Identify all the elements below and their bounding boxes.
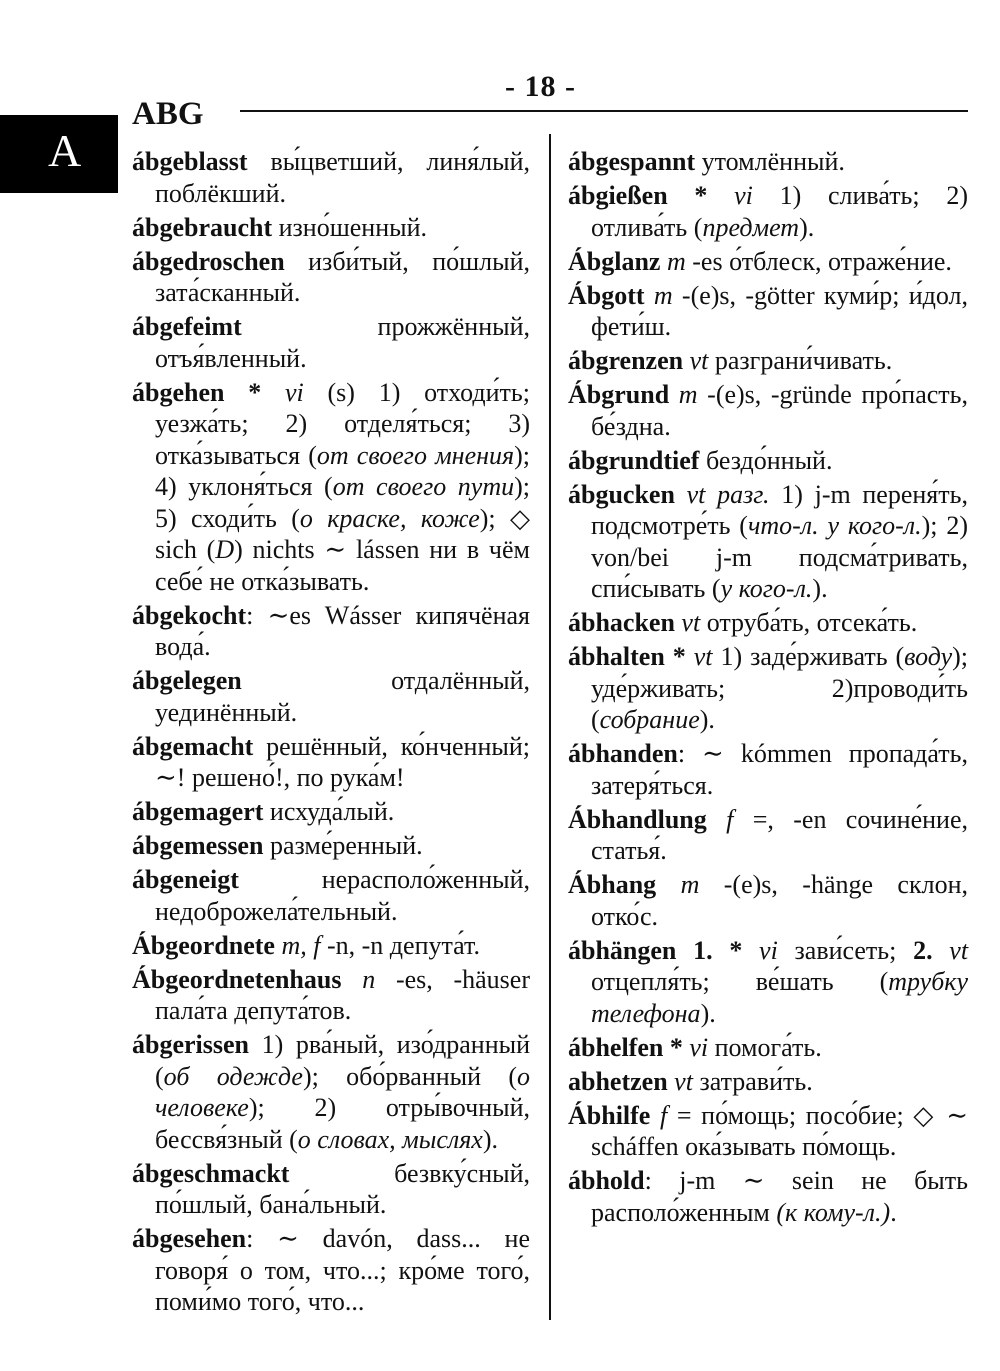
entry-headword: ábgedroschen (132, 246, 285, 276)
entry-headword: ábgerissen (132, 1030, 249, 1059)
entry-text: -(e)s, -götter куми́р; и́дол, фети́ш. (591, 280, 968, 341)
usage-note: от своего мнения (316, 440, 515, 470)
grammar-label: n (341, 964, 376, 994)
entry-headword: ábgrenzen (568, 346, 684, 375)
entry-text: 1) слива́ть; 2) отлива́ть ( (591, 181, 969, 242)
thumb-index-letter: A (48, 125, 82, 176)
grammar-label: vi (682, 1032, 709, 1062)
dictionary-entry (568, 180, 968, 243)
entry-headword: ábgekocht (132, 600, 247, 630)
entry-headword: ábgespannt (568, 147, 696, 176)
entry-text: 1) рва́ный, изо́дранный ( (155, 1030, 530, 1091)
entry-text: исхуда́лый. (263, 797, 395, 826)
entry-text: вы́цветший, линя́лый, поблёкший. (155, 147, 530, 208)
entry-text: нерасполо́женный, недоброжела́тельный. (155, 865, 530, 926)
entry-headword: ábgeneigt (132, 865, 239, 894)
entry-headword: ábgefeimt (132, 312, 242, 341)
dictionary-entry (132, 1029, 530, 1155)
entry-text: ) nichts ∼ lássen ни в чём себе́ не отка́зывать. (155, 535, 530, 596)
dictionary-entry (132, 731, 530, 794)
dictionary-entry (568, 445, 968, 477)
dictionary-entry (568, 641, 968, 736)
entry-headword: ábgemagert (132, 797, 264, 826)
entry-headword: ábgebraucht (132, 212, 273, 242)
usage-note: от своего пути (332, 472, 515, 501)
dictionary-entry (132, 212, 530, 244)
grammar-label: m, f (274, 930, 321, 960)
entry-headword: 1. * (693, 935, 743, 965)
entry-text: -es о́тблеск, отраже́ние. (685, 246, 952, 276)
entry-text (676, 936, 693, 965)
entry-text: прожжённый, отъя́вленный. (155, 312, 530, 373)
dictionary-entry (568, 607, 968, 639)
usage-note: о словах, мыслях (297, 1124, 483, 1154)
entry-headword: Ábgeordnete (132, 930, 275, 960)
dictionary-entry (568, 869, 968, 932)
usage-note: что-л. у кого-л. (747, 511, 922, 540)
entry-headword: ábgehen * (132, 377, 262, 407)
dictionary-entry (132, 311, 530, 374)
entry-text: отруба́ть, отсека́ть. (700, 608, 918, 637)
grammar-label: m (644, 280, 673, 310)
dictionary-entry (132, 246, 530, 309)
dictionary-entry (568, 345, 968, 377)
entry-text: -(e)s, -gründe про́пасть, бе́здна. (591, 380, 968, 441)
entry-headword: ábhängen (568, 935, 677, 965)
entry-headword: Ábglanz (568, 246, 661, 276)
entry-text: ); уде́рживать; 2)проводи́ть ( (591, 642, 969, 734)
dictionary-entry (132, 146, 530, 209)
right-column (568, 146, 968, 1231)
entry-text: ). (699, 705, 715, 734)
usage-note: предмет (702, 212, 800, 242)
header-rule (240, 110, 968, 112)
entry-text: ). (812, 574, 828, 603)
grammar-label: vt (683, 346, 709, 375)
entry-text: ); 5) сходи́ть ( (155, 472, 531, 533)
entry-text: 1) заде́рживать ( (712, 642, 905, 671)
dictionary-entry (132, 830, 530, 862)
entry-headword: 2. (913, 935, 933, 965)
entry-headword: Ábhang (568, 870, 657, 899)
grammar-label: vi (707, 181, 753, 210)
grammar-label: vt (932, 935, 969, 965)
usage-note: (к кому-л.) (776, 1197, 891, 1227)
dictionary-entry (568, 1066, 968, 1098)
usage-note: D (215, 535, 235, 564)
dictionary-entry (568, 479, 968, 605)
dictionary-entry (568, 1032, 968, 1064)
dictionary-entry (568, 1165, 968, 1228)
dictionary-entry (132, 930, 530, 962)
entry-text: ). (482, 1124, 498, 1154)
grammar-label: m (660, 246, 686, 276)
entry-text: 1) j-m переня́ть, подсмотре́ть ( (591, 479, 968, 540)
entry-text: разме́ренный. (263, 831, 423, 860)
dictionary-entry (132, 665, 530, 728)
usage-note: об одежде (163, 1061, 303, 1091)
entry-text: . (890, 1197, 897, 1227)
entry-headword: ábgelegen (132, 666, 242, 695)
entry-text: изно́шенный. (272, 212, 427, 242)
entry-text: ); обо́рванный ( (302, 1061, 518, 1091)
entry-text: = по́мощь; посо́бие; ◇ ∼ scháffen ока́зывать по́мощь. (591, 1100, 968, 1161)
entry-headword: ábgemessen (132, 831, 264, 860)
entry-headword: Ábhandlung (568, 804, 707, 834)
entry-headword: Ábhilfe (568, 1100, 651, 1130)
dictionary-entry (568, 280, 968, 343)
grammar-label: vt (667, 1066, 693, 1096)
dictionary-entry (568, 146, 968, 178)
dictionary-entry (568, 935, 968, 1030)
entry-text: -es, -häuser пала́та депута́тов. (155, 964, 530, 1025)
entry-headword: Ábgott (568, 280, 645, 310)
entry-headword: ábgeblasst (132, 147, 248, 176)
entry-headword: ábgemacht (132, 731, 254, 761)
entry-text: : ∼ kómmen пропада́ть, затеря́ться. (591, 739, 968, 800)
grammar-label: vt разг. (674, 479, 770, 509)
entry-headword: Ábgeordnetenhaus (132, 964, 342, 994)
entry-text: зави́сеть; (777, 935, 914, 965)
entry-text: изби́тый, по́шлый, зата́сканный. (155, 246, 530, 307)
grammar-label: m (656, 870, 700, 899)
entry-text: отцепля́ть; ве́шать ( (591, 967, 889, 996)
usage-note: собрание (599, 705, 700, 734)
grammar-label: vi (261, 377, 304, 407)
usage-note: у кого-л. (720, 574, 813, 603)
usage-note: о краске, коже (299, 503, 480, 533)
dictionary-entry (132, 864, 530, 927)
entry-text: отдалённый, уединённый. (155, 666, 530, 727)
dictionary-entry (132, 1158, 530, 1221)
dictionary-entry (568, 738, 968, 801)
entry-headword: Ábgrund (568, 380, 670, 409)
entry-headword: ábgießen * (568, 181, 708, 210)
usage-note: воду (904, 642, 953, 671)
entry-headword: ábgrundtief (568, 445, 700, 475)
dictionary-entry (132, 377, 530, 598)
grammar-label: vt (674, 608, 701, 637)
running-head: ABG (132, 96, 204, 132)
entry-text: : ∼ davón, dass... не говоря́ о том, что...; кро́ме того́, поми́мо того́, что... (155, 1224, 530, 1316)
entry-headword: abhetzen (568, 1066, 668, 1096)
entry-text: -n, -n депута́т. (320, 930, 480, 960)
usage-note: о человеке (155, 1061, 531, 1122)
usage-note: трубку телефона (591, 967, 968, 1028)
entry-text: безвку́сный, по́шлый, бана́льный. (155, 1158, 530, 1219)
dictionary-entry (132, 600, 530, 663)
entry-text: ); 2) отры́вочный, бессвя́зный ( (155, 1093, 530, 1154)
entry-headword: ábgeschmackt (132, 1158, 290, 1188)
dictionary-entry (568, 379, 968, 442)
entry-text: ). (799, 212, 815, 242)
dictionary-entry (568, 246, 968, 278)
entry-text: : j-m ∼ sein не быть располо́женным (591, 1166, 968, 1227)
left-column (132, 146, 530, 1320)
entry-headword: ábgucken (568, 479, 675, 509)
entry-headword: ábhacken (568, 608, 675, 637)
dictionary-entry (568, 804, 968, 867)
entry-text: утомлённый. (695, 147, 845, 176)
entry-headword: ábgesehen (132, 1224, 247, 1253)
column-divider (549, 134, 551, 1320)
grammar-label: f (650, 1100, 668, 1130)
grammar-label: vt (685, 642, 713, 671)
entry-headword: ábhalten * (568, 642, 686, 671)
entry-text: разграни́чивать. (708, 346, 893, 375)
entry-headword: ábhold (568, 1166, 645, 1195)
grammar-label: vi (742, 935, 778, 965)
entry-text: -(e)s, -hänge склон, отко́с. (591, 870, 968, 931)
grammar-label: m (669, 380, 698, 409)
grammar-label: f (706, 804, 734, 834)
entry-text: затрави́ть. (692, 1066, 813, 1096)
dictionary-entry (132, 964, 530, 1027)
entry-text: помога́ть. (708, 1032, 822, 1062)
entry-text: =, -en сочине́ние, статья́. (591, 804, 968, 865)
entry-text: ); 2) von/bei j-m подсма́тривать, спи́сывать ( (591, 511, 968, 603)
entry-text: ); ◇ sich ( (155, 503, 530, 564)
dictionary-entry (132, 1223, 530, 1318)
dictionary-entry (568, 1100, 968, 1163)
entry-text: ); 4) уклоня́ться ( (155, 440, 530, 501)
entry-text: решённый, ко́нченный; ∼! решено́!, по рука́м! (155, 731, 530, 792)
entry-text: : ∼es Wásser кипячёная вода́. (155, 600, 530, 661)
page-number: - 18 - (505, 70, 576, 103)
entry-headword: ábhelfen * (568, 1032, 683, 1062)
entry-headword: ábhanden (568, 739, 678, 768)
entry-text: ). (700, 998, 716, 1028)
entry-text: бездо́нный. (699, 445, 833, 475)
dictionary-entry (132, 796, 530, 828)
entry-text: (s) 1) отходи́ть; уезжа́ть; 2) отделя́ться; 3) отка́зываться ( (155, 377, 531, 470)
